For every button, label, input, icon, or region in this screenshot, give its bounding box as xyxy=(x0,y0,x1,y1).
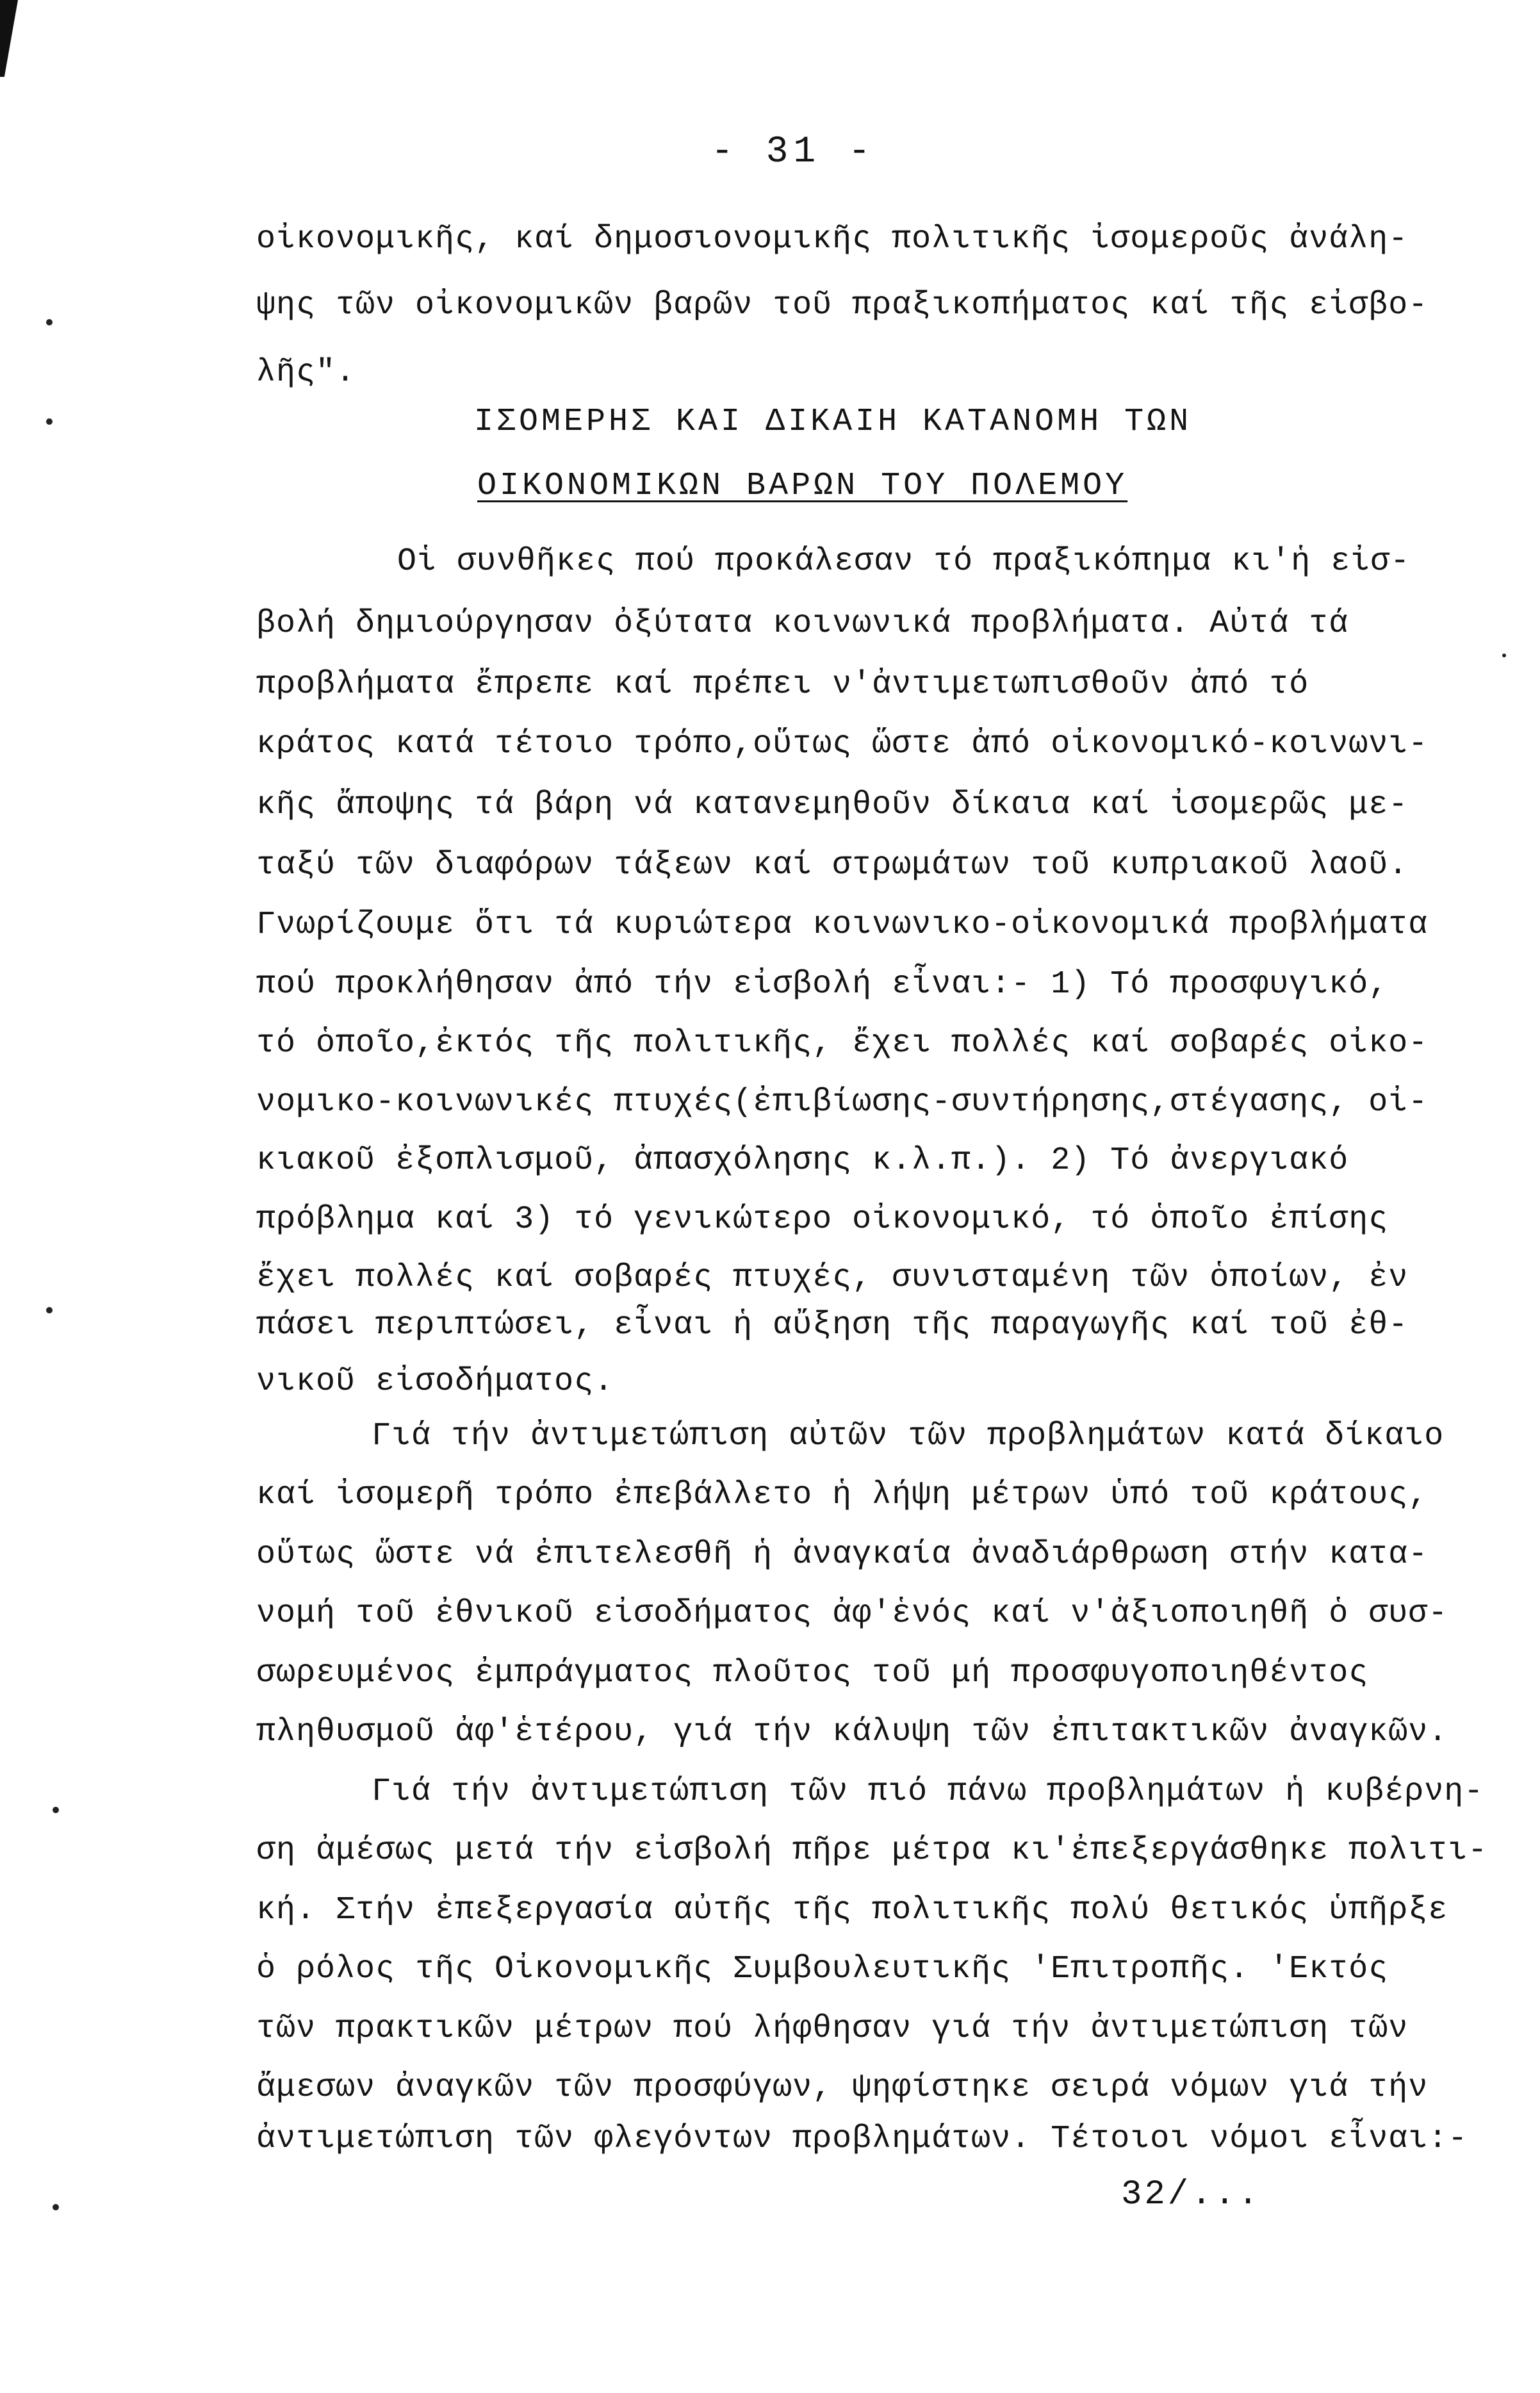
scan-edge-shadow xyxy=(0,0,18,77)
continuation-page-ref: 32/... xyxy=(1121,2175,1261,2214)
text-line: Γιά τήν ἀντιμετώπιση αὐτῶν τῶν προβλημάτων κατά δίκαιο xyxy=(372,1418,1445,1454)
text-line: κράτος κατά τέτοιο τρόπο,οὕτως ὥστε ἀπό οἰκονομικό-κοινωνι- xyxy=(256,726,1429,762)
text-line: Οἱ συνθῆκες πού προκάλεσαν τό πραξικόπημα κι'ἡ εἰσ- xyxy=(397,543,1411,580)
text-line: ταξύ τῶν διαφόρων τάξεων καί στρωμάτων τοῦ κυπριακοῦ λαοῦ. xyxy=(256,847,1409,884)
scan-speck xyxy=(1502,654,1506,657)
text-line: οὕτως ὥστε νά ἐπιτελεσθῆ ἡ ἀναγκαία ἀναδιάρθρωση στήν κατα- xyxy=(256,1536,1429,1573)
text-line: ἄμεσων ἀναγκῶν τῶν προσφύγων, ψηφίστηκε σειρά νόμων γιά τήν xyxy=(256,2069,1429,2106)
text-line: σωρευμένος ἐμπράγματος πλοῦτος τοῦ μή προσφυγοποιηθέντος xyxy=(256,1655,1369,1691)
text-line: βολή δημιούργησαν ὀξύτατα κοινωνικά προβλήματα. Αὐτά τά xyxy=(256,605,1349,642)
text-line: Γιά τήν ἀντιμετώπιση τῶν πιό πάνω προβλημάτων ἡ κυβέρνη- xyxy=(372,1773,1484,1810)
text-line: ἀντιμετώπιση τῶν φλεγόντων προβλημάτων. Τέτοιοι νόμοι εἶναι:- xyxy=(256,2121,1468,2157)
text-line: καί ἰσομερῆ τρόπο ἐπεβάλλετο ἡ λήψη μέτρων ὑπό τοῦ κράτους, xyxy=(256,1477,1429,1513)
text-line: πρόβλημα καί 3) τό γενικώτερο οἰκονομικό, τό ὁποῖο ἐπίσης xyxy=(256,1201,1389,1238)
text-line: πληθυσμοῦ ἀφ'ἑτέρου, γιά τήν κάλυψη τῶν ἐπιτακτικῶν ἀναγκῶν. xyxy=(256,1714,1448,1750)
text-line: ὁ ρόλος τῆς Οἰκονομικῆς Συμβουλευτικῆς 'Επιτροπῆς. 'Εκτός xyxy=(256,1951,1389,1987)
text-line: οἰκονομικῆς, καί δημοσιονομικῆς πολιτικῆς ἰσομεροῦς ἀνάλη- xyxy=(256,221,1409,258)
text-line: κιακοῦ ἐξοπλισμοῦ, ἀπασχόλησης κ.λ.π.). 2) Τό ἀνεργιακό xyxy=(256,1142,1349,1179)
text-line: Γνωρίζουμε ὅτι τά κυριώτερα κοινωνικο-οἰκονομικά προβλήματα xyxy=(256,907,1429,943)
scan-speck xyxy=(46,418,53,425)
text-line: προβλήματα ἔπρεπε καί πρέπει ν'ἀντιμετωπισθοῦν ἀπό τό xyxy=(256,666,1309,703)
scan-speck xyxy=(53,2204,59,2210)
text-line: κή. Στήν ἐπεξεργασία αὐτῆς τῆς πολιτικῆς πολύ θετικός ὑπῆρξε xyxy=(256,1892,1448,1928)
text-line: ἔχει πολλές καί σοβαρές πτυχές, συνισταμένη τῶν ὁποίων, ἐν xyxy=(256,1260,1409,1296)
text-line: νικοῦ εἰσοδήματος. xyxy=(256,1363,614,1400)
scan-speck xyxy=(46,319,53,325)
text-line: νομικο-κοινωνικές πτυχές(ἐπιβίωσης-συντήρησης,στέγασης, οἰ- xyxy=(256,1084,1429,1121)
text-line: λῆς". xyxy=(256,354,356,391)
text-line: κῆς ἄποψης τά βάρη νά κατανεμηθοῦν δίκαια καί ἰσομερῶς με- xyxy=(256,787,1409,823)
scan-speck xyxy=(53,1807,59,1813)
section-heading-line2: ΟΙΚΟΝΟΜΙΚΩΝ ΒΑΡΩΝ ΤΟΥ ΠΟΛΕΜΟΥ xyxy=(477,468,1128,504)
text-line: τό ὁποῖο,ἐκτός τῆς πολιτικῆς, ἔχει πολλές καί σοβαρές οἰκο- xyxy=(256,1025,1429,1062)
page-number: - 31 - xyxy=(711,131,876,173)
text-line: πάσει περιπτώσει, εἶναι ἡ αὔξηση τῆς παραγωγῆς καί τοῦ ἐθ- xyxy=(256,1307,1409,1344)
text-line: ψης τῶν οἰκονομικῶν βαρῶν τοῦ πραξικοπήματος καί τῆς εἰσβο- xyxy=(256,287,1429,324)
scan-speck xyxy=(46,1307,53,1313)
text-line: τῶν πρακτικῶν μέτρων πού λήφθησαν γιά τήν ἀντιμετώπιση τῶν xyxy=(256,2011,1409,2047)
text-line: ση ἀμέσως μετά τήν εἰσβολή πῆρε μέτρα κι'ἐπεξεργάσθηκε πολιτι- xyxy=(256,1832,1488,1869)
text-line: νομή τοῦ ἐθνικοῦ εἰσοδήματος ἀφ'ἑνός καί ν'ἀξιοποιηθῆ ὁ συσ- xyxy=(256,1595,1448,1632)
text-line: πού προκλήθησαν ἀπό τήν εἰσβολή εἶναι:- 1) Τό προσφυγικό, xyxy=(256,966,1389,1003)
section-heading-line1: ΙΣΟΜΕΡΗΣ ΚΑΙ ΔΙΚΑΙΗ ΚΑΤΑΝΟΜΗ ΤΩΝ xyxy=(474,404,1192,440)
